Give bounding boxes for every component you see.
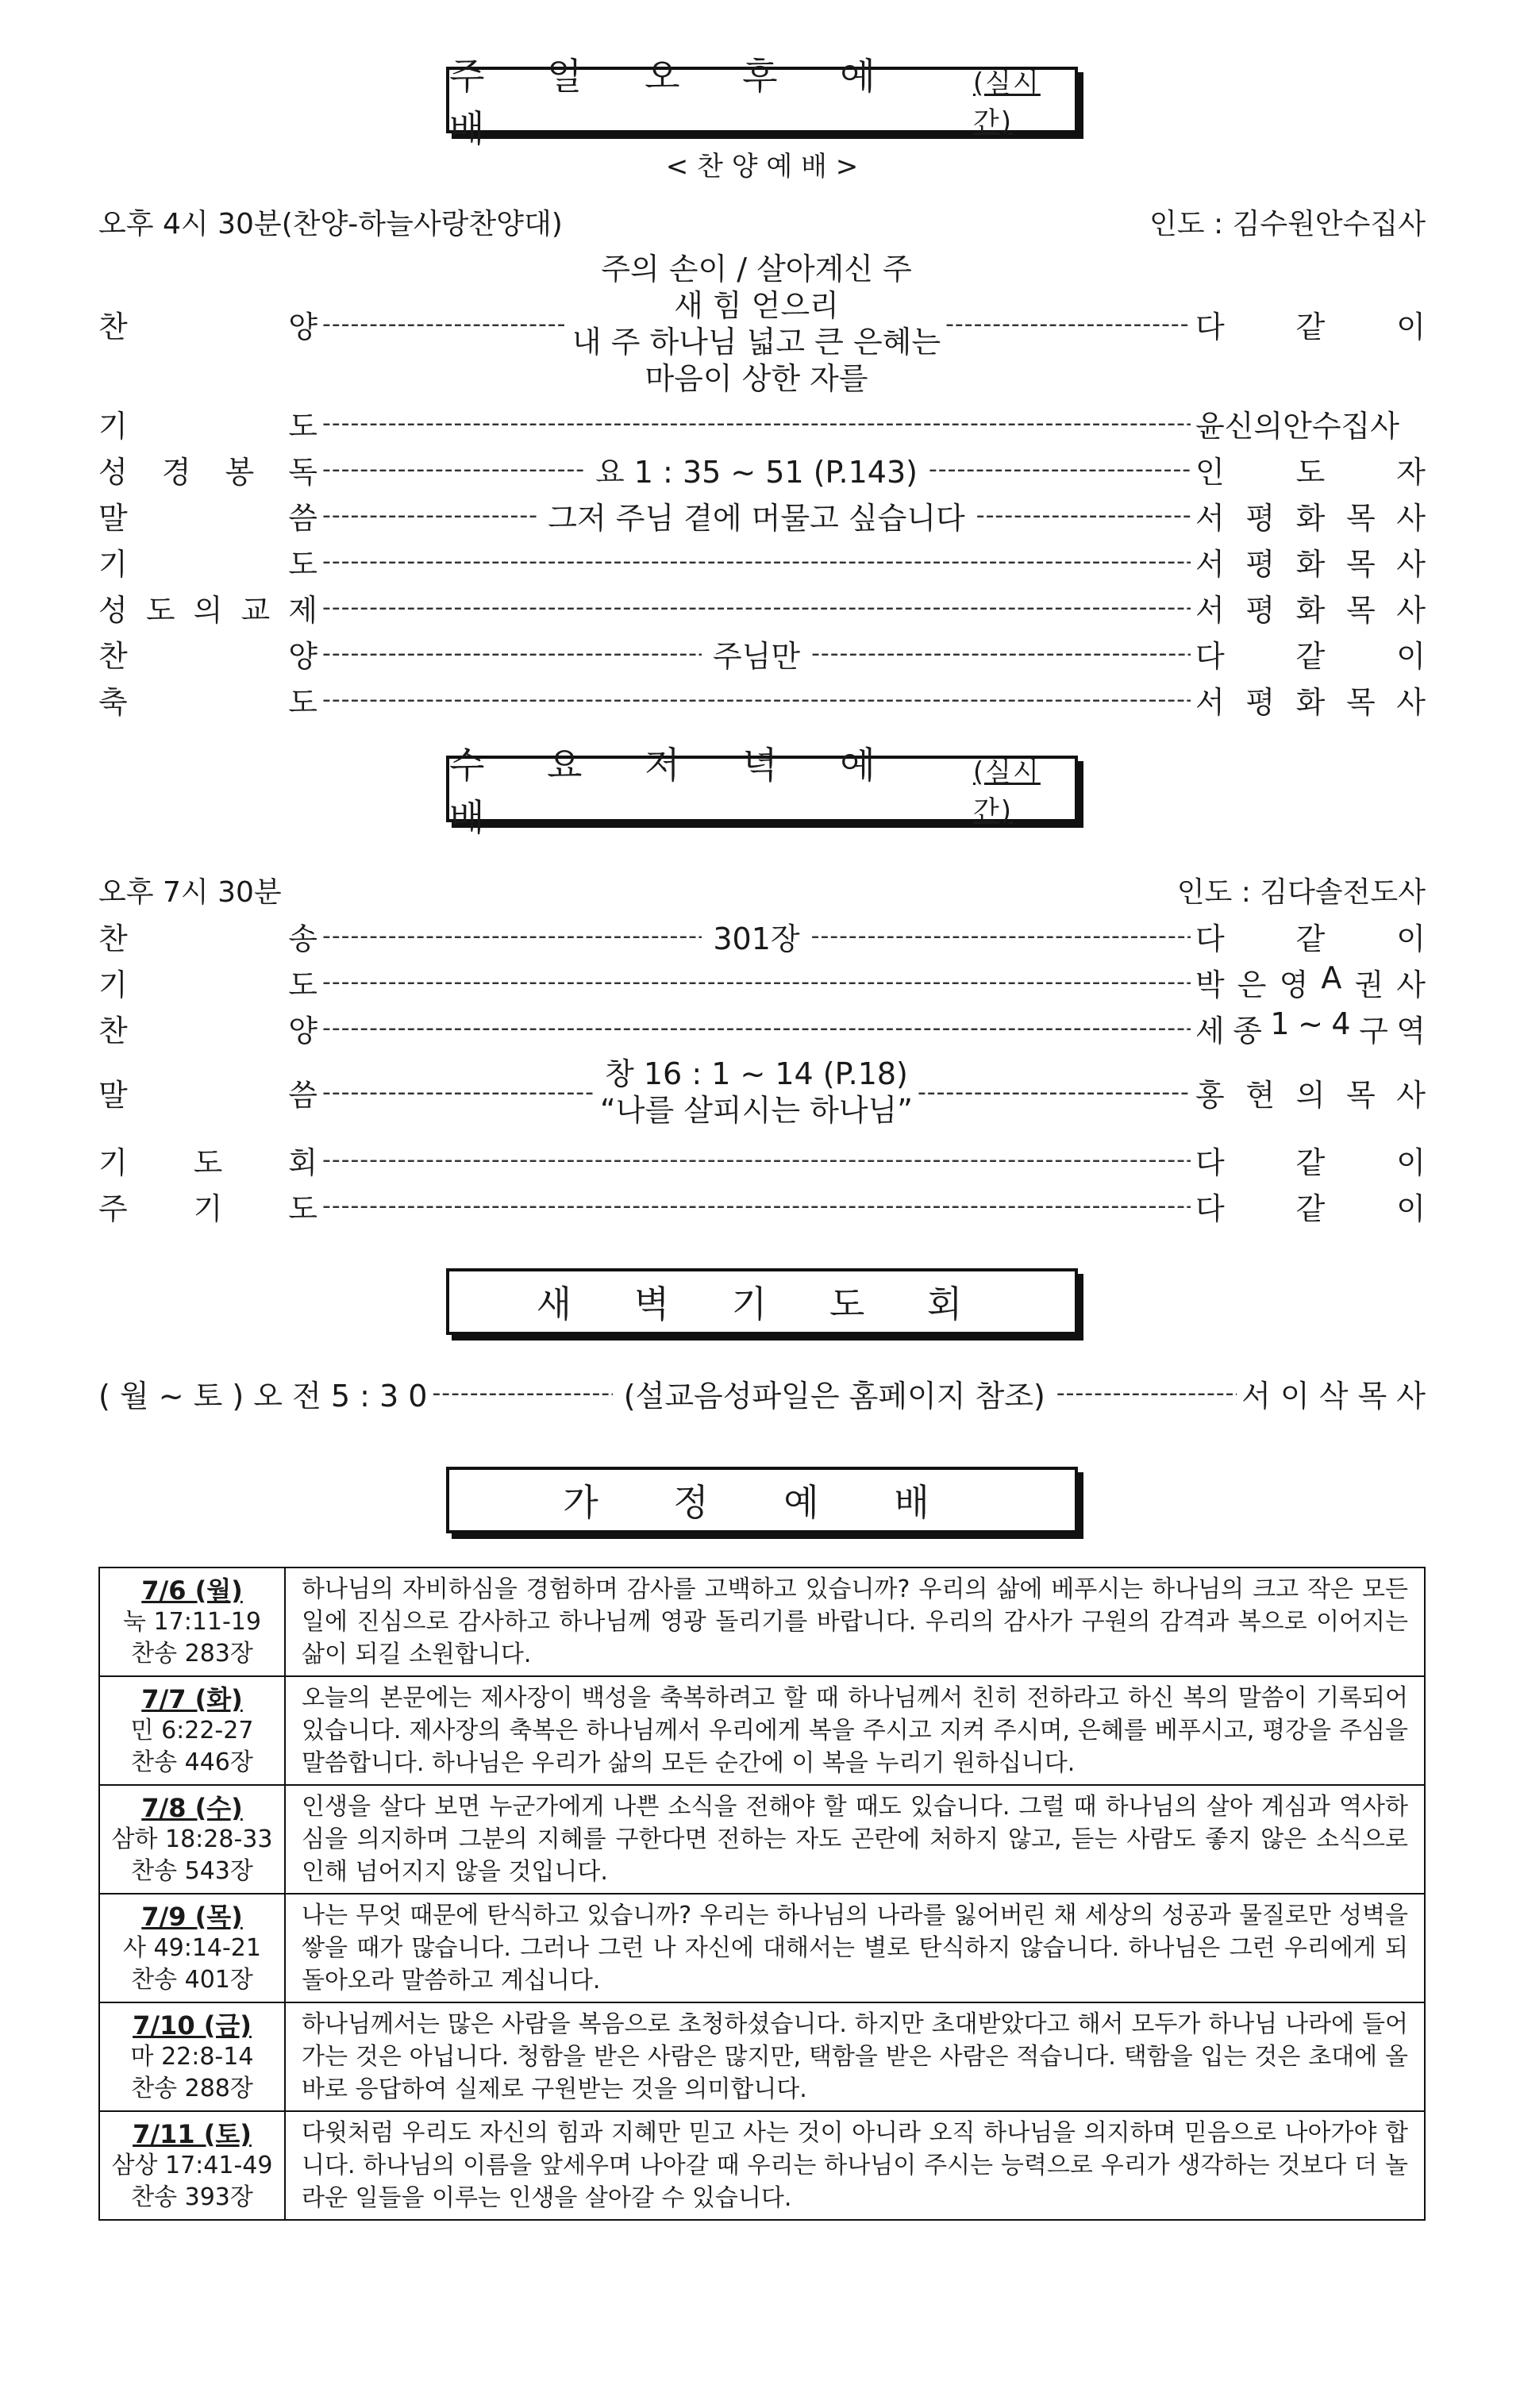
wednesday-realtime: (실시간) [972,756,1041,827]
row-performer: 인 도 자 [1195,454,1426,490]
sermon-title: “나를 살피시는 하나님” [600,1093,913,1128]
dawn-note: (설교음성파일은 홈페이지 참조) [623,1378,1045,1414]
row-label: 성 경 봉 독 [98,454,318,490]
family-date: 7/11 (토) [133,2118,252,2149]
dash-leader [322,548,1191,575]
row-label: 주 기 도 [98,1191,318,1226]
family-verse: 눅 17:11-19 [123,1607,261,1636]
family-hymn: 찬송 283장 [131,1639,253,1668]
row-performer: 서 평 화 목 사 [1195,500,1426,536]
table-row [99,1785,1425,1894]
dash-leader [322,1146,1191,1174]
order-row [98,446,1426,492]
family-hymn: 찬송 446장 [131,1748,253,1776]
row-performer: 서 평 화 목 사 [1195,592,1426,628]
dawn-preacher: 서 이 삭 목 사 [1241,1378,1426,1414]
row-label: 찬 양 [98,309,318,344]
dash-leader [322,456,584,483]
table-row [99,2111,1425,2220]
order-row [98,676,1426,722]
order-row [98,492,1426,538]
row-label: 성 도 의 교 제 [98,592,318,628]
family-date-cell [99,2002,285,2111]
row-label: 말 씀 [98,1077,318,1113]
sunday-title: 주 일 오 후 예 배 [449,55,901,150]
dash-leader [322,686,1191,714]
dawn-section-title [446,1268,1078,1335]
family-date: 7/6 (월) [141,1575,243,1606]
order-row [98,400,1426,446]
dash-leader [432,1379,612,1407]
family-date: 7/9 (목) [141,1901,243,1932]
family-hymn: 찬송 543장 [131,1856,253,1885]
row-label: 기 도 [98,967,318,1002]
table-row [99,1676,1425,1785]
row-label: 찬 양 [98,638,318,674]
row-label: 찬 송 [98,921,318,956]
family-date-cell [99,1894,285,2002]
praise-song: 내 주 하나님 넓고 큰 은혜는 [572,325,941,360]
order-row [98,1183,1426,1229]
family-date: 7/10 (금) [133,2010,252,2041]
row-detail: 요 1 : 35 ~ 51 (P.143) [595,454,918,490]
wednesday-leader: 인도 : 김다솔전도사 [1176,876,1426,909]
dash-leader [322,1014,1191,1042]
wednesday-sermon-row [98,1052,1426,1132]
dash-leader [918,1079,1191,1106]
order-row [98,538,1426,584]
dash-leader [322,1079,595,1106]
family-section-title [446,1467,1078,1533]
table-row [99,1894,1425,2002]
dash-leader [322,310,568,338]
row-performer: 서 평 화 목 사 [1195,546,1426,582]
family-devotion-text: 인생을 살다 보면 누군가에게 나쁜 소식을 전해야 할 때도 있습니다. 그럴 때 하나님의 살아 계심과 역사하심을 의지하며 그분의 지혜를 구한다면 전하는 자도 곤란에 처하지 않고, 듣는 사람도 좋지 않은 소식으로 인해 넘어지지 않을 것입니다. [285,1785,1425,1894]
order-row [98,1005,1426,1051]
row-label: 기 도 [98,408,318,444]
family-devotion-text: 다윗처럼 우리도 자신의 힘과 지혜만 믿고 사는 것이 아니라 오직 하나님을 의지하며 믿음으로 나아가야 합니다. 하나님의 이름을 앞세우며 나아갈 때 우리는 하나님이 주시는 능력으로 우리가 생각하는 것보다 더 놀라운 일들을 이루는 인생을 살아갈 수 있습니다. [285,2111,1425,2220]
family-verse: 마 22:8-14 [130,2042,254,2071]
row-label: 말 씀 [98,500,318,536]
family-verse: 삼상 17:41-49 [111,2151,273,2179]
order-row [98,913,1426,959]
sunday-subtitle: < 찬 양 예 배 > [665,151,859,183]
row-performer: 다 같 이 [1195,1144,1426,1180]
family-title: 가 정 예 배 [563,1481,961,1524]
wednesday-title: 수 요 저 녁 예 배 [449,744,901,839]
dash-leader [322,922,702,950]
dash-leader [976,502,1191,529]
family-verse: 사 49:14-21 [123,1933,261,1962]
praise-song: 새 힘 얻으리 [674,288,839,323]
wednesday-info [98,870,1426,910]
dash-leader [929,456,1191,483]
order-row [98,630,1426,676]
family-hymn: 찬송 393장 [131,2183,253,2211]
sermon-scripture: 창 16 : 1 ~ 14 (P.18) [605,1056,908,1091]
row-performer: 윤신의안수집사 [1195,408,1399,444]
row-label: 찬 양 [98,1013,318,1048]
praise-song: 마음이 상한 자를 [645,361,868,396]
dash-leader [322,502,537,529]
row-label: 기 도 회 [98,1144,318,1180]
row-label: 기 도 [98,546,318,582]
sermon-lines [600,1056,913,1129]
row-label: 축 도 [98,684,318,720]
family-date-cell [99,1568,285,1676]
wednesday-time: 오후 7시 30분 [98,876,282,909]
family-verse: 민 6:22-27 [130,1716,254,1744]
row-performer: 서 평 화 목 사 [1195,684,1426,720]
family-hymn: 찬송 401장 [131,1965,253,1994]
dash-leader [322,1192,1191,1220]
family-devotion-text: 하나님께서는 많은 사람을 복음으로 초청하셨습니다. 하지만 초대받았다고 해서 모두가 하나님 나라에 들어가는 것은 아닙니다. 청함을 받은 사람은 많지만, 택함을 받은 사람은 적습니다. 택함을 입는 것은 초대에 올바로 응답하여 실제로 구원받는 것을 의미합니다. [285,2002,1425,2111]
table-row [99,2002,1425,2111]
family-worship-table [98,1567,1426,2221]
order-row [98,959,1426,1005]
sunday-praise-row [98,254,1426,394]
family-hymn: 찬송 288장 [131,2074,253,2102]
row-performer: 다 같 이 [1195,638,1426,674]
sunday-realtime: (실시간) [972,67,1041,138]
row-detail: 301장 [713,921,800,956]
dash-leader [1056,1379,1237,1407]
row-performer: 홍 현 의 목 사 [1195,1077,1426,1113]
dash-leader [322,968,1191,996]
family-devotion-text: 오늘의 본문에는 제사장이 백성을 축복하려고 할 때 하나님께서 친히 전하라고 하신 복의 말씀이 기록되어 있습니다. 제사장의 축복은 하나님께서 우리에게 복을 주시고 지켜 주시며, 은혜를 베푸시고, 평강을 주심을 말씀합니다. 하나님은 우리가 삶의 모든 순간에 이 복을 누리기 원하십니다. [285,1676,1425,1785]
row-performer: 다 같 이 [1195,921,1426,956]
dash-leader [945,310,1191,338]
row-performer: 박 은 영 A 권 사 [1195,960,1426,1002]
family-date-cell [99,1785,285,1894]
order-row [98,584,1426,630]
praise-song-list [572,251,941,397]
sunday-section-title [446,55,1078,150]
dash-leader [322,640,702,667]
family-devotion-text: 나는 무엇 때문에 탄식하고 있습니까? 우리는 하나님의 나라를 잃어버린 채 세상의 성공과 물질로만 성벽을 쌓을 때가 많습니다. 그러나 그런 나 자신에 대해서는 별로 탄식하지 않습니다. 하나님은 그런 우리에게 되돌아오라 말씀하고 계십니다. [285,1894,1425,2002]
dash-leader [322,594,1191,621]
row-detail: 그저 주님 곁에 머물고 싶습니다 [548,500,965,536]
dash-leader [322,410,1191,437]
order-row [98,1137,1426,1183]
family-date-cell [99,1676,285,1785]
row-performer: 다 같 이 [1195,1191,1426,1226]
dawn-title: 새 벽 기 도 회 [536,1283,988,1325]
wednesday-section-title [446,744,1078,839]
sunday-time: 오후 4시 30분(찬양-하늘사랑찬양대) [98,208,563,240]
row-performer: 세 종 1 ~ 4 구 역 [1195,1006,1426,1048]
dawn-info-row [98,1370,1426,1416]
family-date-cell [99,2111,285,2220]
table-row [99,1568,1425,1676]
sunday-info [98,202,1426,242]
praise-song: 주의 손이 / 살아계신 주 [601,252,912,287]
family-date: 7/8 (수) [141,1792,243,1823]
family-devotion-text: 하나님의 자비하심을 경험하며 감사를 고백하고 있습니까? 우리의 삶에 베푸시는 하나님의 크고 작은 모든 일에 진심으로 감사하고 하나님께 영광 돌리기를 바랍니다. 우리의 감사가 구원의 감격과 복으로 이어지는 삶이 되길 소원합니다. [285,1568,1425,1676]
dash-leader [811,922,1191,950]
row-performer: 다 같 이 [1195,309,1426,344]
sunday-leader: 인도 : 김수원안수집사 [1149,208,1426,240]
family-date: 7/7 (화) [141,1683,243,1714]
family-verse: 삼하 18:28-33 [111,1825,273,1853]
dawn-time: ( 월 ~ 토 ) 오 전 5 : 3 0 [98,1378,428,1414]
row-detail: 주님만 [712,638,801,674]
dash-leader [811,640,1191,667]
